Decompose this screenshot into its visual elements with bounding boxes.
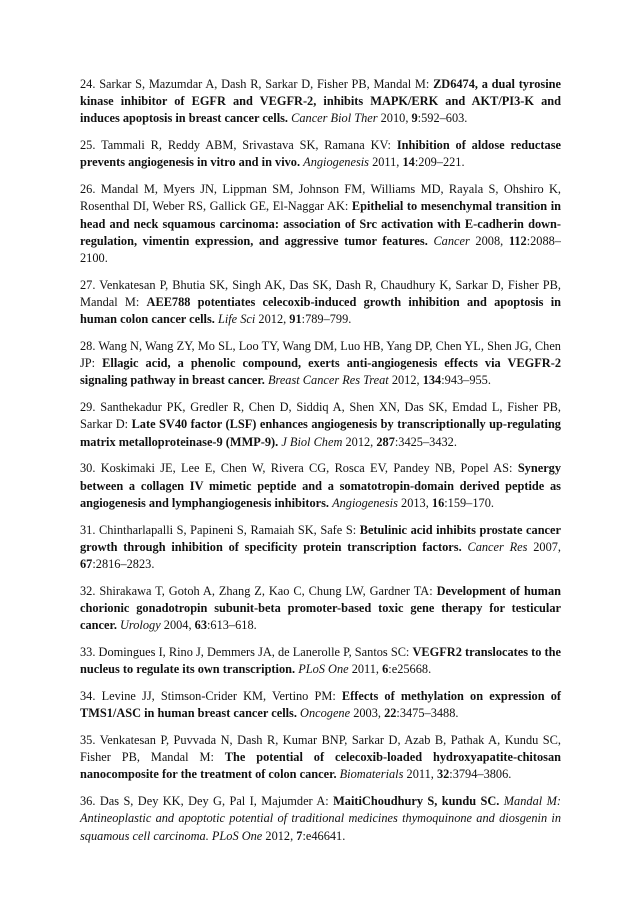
reference-item — [80, 732, 561, 784]
reference-item — [80, 338, 561, 390]
reference-authors: Wang N, Wang ZY, Mo SL, Loo TY, Wang DM, Luo HB, Yang DP, Chen YL, Shen JG, Chen JP: — [80, 339, 561, 371]
reference-pages: :3475–3488. — [396, 706, 459, 721]
reference-title: VEGFR2 translocates to the nucleus to regulate its own transcription. — [80, 645, 561, 677]
reference-pages: :e25668. — [388, 662, 432, 677]
reference-authors: Sarkar S, Mazumdar A, Dash R, Sarkar D, Fisher PB, Mandal M: — [99, 77, 430, 91]
reference-pages: :592–603. — [417, 111, 468, 126]
reference-year: 2011, — [351, 662, 380, 677]
reference-title: Betulinic acid inhibits prostate cancer growth through inhibition of specificity protein transcription factors. — [80, 522, 561, 554]
reference-year: 2012, — [391, 373, 420, 388]
reference-journal: PLoS One — [211, 828, 263, 843]
reference-title: ZD6474, a dual tyrosine kinase inhibitor of EGFR and VEGFR-2, inhibits MAPK/ERK and AKT/PI3-K and induces apoptosis in breast cancer cells. — [80, 77, 561, 126]
reference-number: 32. — [80, 583, 96, 598]
reference-year: 2008, — [475, 233, 504, 248]
reference-list — [80, 76, 561, 854]
reference-year: 2003, — [353, 706, 381, 721]
reference-number: 33. — [80, 645, 96, 660]
reference-journal: Biomaterials — [339, 767, 404, 782]
reference-journal: Angiogenesis — [332, 495, 398, 510]
reference-pages: :159–170. — [444, 495, 494, 510]
reference-journal: Angiogenesis — [303, 155, 369, 170]
reference-title: The potential of celecoxib-loaded hydroxyapatite-chitosan nanocomposite for the treatment of colon cancer. — [80, 750, 561, 782]
reference-number: 29. — [80, 400, 96, 415]
reference-italic-title: Mandal M: Antineoplastic and apoptotic potential of traditional medicines thymoquinone and diosgenin in squamous cell carcinoma. — [80, 794, 561, 843]
reference-journal: Oncogene — [300, 706, 351, 721]
reference-volume: 287 — [376, 434, 395, 449]
reference-number: 34. — [80, 689, 96, 704]
reference-number: 30. — [80, 461, 96, 476]
reference-pages: :943–955. — [441, 373, 491, 388]
reference-journal: J Biol Chem — [281, 434, 343, 449]
reference-volume: 67 — [80, 557, 93, 572]
reference-pages: :2816–2823. — [92, 557, 155, 572]
reference-volume: 7 — [296, 828, 303, 843]
reference-year: 2004, — [163, 618, 192, 633]
reference-year: 2012, — [265, 828, 294, 843]
reference-year: 2011, — [372, 155, 400, 170]
reference-number: 26. — [80, 182, 96, 197]
reference-volume: 32 — [436, 767, 450, 782]
reference-authors: Shirakawa T, Gotoh A, Zhang Z, Kao C, Chung LW, Gardner TA: — [99, 583, 433, 598]
reference-title: Late SV40 factor (LSF) enhances angiogenesis by transcriptionally up-regulating matrix metalloproteinase-9 (MMP-9). — [80, 417, 561, 449]
reference-year: 2011, — [406, 767, 434, 782]
reference-authors: Koskimaki JE, Lee E, Chen W, Rivera CG, Rosca EV, Pandey NB, Popel AS: — [100, 461, 513, 476]
reference-authors: Chintharlapalli S, Papineni S, Ramaiah SK, Safe S: — [99, 522, 357, 537]
reference-authors: Tammali R, Reddy ABM, Srivastava SK, Ramana KV: — [101, 138, 391, 153]
reference-authors: Venkatesan P, Puvvada N, Dash R, Kumar BNP, Sarkar D, Azab B, Pathak A, Kundu SC, Fisher PB, Mandal M: — [80, 733, 561, 765]
reference-journal: Cancer — [433, 233, 470, 248]
reference-title: Inhibition of aldose reductase prevents angiogenesis in vitro and in vivo. — [80, 138, 561, 170]
reference-volume: 16 — [431, 495, 445, 510]
reference-title: Epithelial to mesenchymal transition in head and neck squamous carcinoma: association of Src activation with E-cadherin down-regulation, vimentin expression, and aggressive tumor features. — [80, 199, 561, 248]
reference-authors: Mandal M, Myers JN, Lippman SM, Johnson FM, Williams MD, Rayala S, Ohshiro K, Rosenthal DI, Weber RS, Gallick GE, El-Naggar AK: — [80, 182, 562, 214]
reference-number: 25. — [80, 138, 96, 153]
reference-year: 2013, — [401, 495, 429, 510]
reference-journal: Urology — [120, 618, 161, 633]
reference-year: 2012, — [345, 434, 374, 449]
reference-item — [80, 522, 561, 574]
reference-number: 24. — [80, 77, 96, 91]
reference-year: 2012, — [258, 312, 287, 327]
reference-pages: :3425–3432. — [394, 434, 457, 449]
reference-number: 35. — [80, 733, 96, 748]
reference-volume: 112 — [508, 233, 527, 248]
reference-number: 31. — [80, 522, 96, 537]
reference-authors: Das S, Dey KK, Dey G, Pal I, Majumder A: — [99, 794, 329, 809]
reference-item — [80, 644, 561, 678]
reference-title: Ellagic acid, a phenolic compound, exerts anti-angiogenesis effects via VEGFR-2 signaling pathway in breast cancer. — [80, 356, 561, 388]
reference-pages: :613–618. — [207, 618, 257, 633]
reference-title: Development of human chorionic gonadotropin subunit-beta promoter-based toxic gene therapy for testicular cancer. — [80, 583, 561, 633]
reference-pages: :209–221. — [414, 155, 465, 170]
reference-authors: Domingues I, Rino J, Demmers JA, de Lanerolle P, Santos SC: — [98, 645, 410, 660]
reference-item — [80, 277, 561, 329]
reference-volume: 9 — [411, 111, 418, 126]
reference-authors: Levine JJ, Stimson-Crider KM, Vertino PM: — [101, 689, 336, 704]
reference-item — [80, 583, 561, 635]
reference-item — [80, 181, 561, 267]
reference-journal: Breast Cancer Res Treat — [267, 373, 389, 388]
reference-item — [80, 137, 561, 171]
reference-pages: :789–799. — [301, 312, 352, 327]
reference-pages: :2088–2100. — [80, 233, 561, 266]
reference-item — [80, 793, 561, 845]
reference-authors: Santhekadur PK, Gredler R, Chen D, Siddiq A, Shen XN, Das SK, Emdad L, Fisher PB, Sarkar D: — [80, 400, 562, 432]
reference-volume: 6 — [382, 662, 389, 677]
reference-item — [80, 76, 561, 128]
reference-volume: 63 — [194, 618, 207, 633]
reference-title: Synergy between a collagen IV mimetic peptide and a somatotropin-domain derived peptide as angiogenesis and lymphangiogenesis inhibitors. — [80, 461, 562, 510]
reference-pages: :3794–3806. — [449, 767, 512, 782]
reference-journal: Life Sci — [217, 312, 256, 327]
reference-title: MaitiChoudhury S, kundu SC. — [333, 794, 500, 809]
reference-journal: Cancer Res — [467, 539, 528, 554]
reference-year: 2010, — [380, 111, 409, 126]
reference-title: AEE788 potentiates celecoxib-induced growth inhibition and apoptosis in human colon cancer cells. — [80, 295, 561, 327]
reference-number: 36. — [80, 794, 96, 809]
reference-journal: Cancer Biol Ther — [291, 111, 378, 126]
reference-volume: 134 — [422, 373, 442, 388]
reference-number: 28. — [80, 339, 96, 354]
reference-number: 27. — [80, 277, 96, 292]
reference-journal: PLoS One — [298, 662, 349, 677]
reference-title: Effects of methylation on expression of TMS1/ASC in human breast cancer cells. — [80, 689, 561, 721]
reference-authors: Venkatesan P, Bhutia SK, Singh AK, Das SK, Dash R, Chaudhury K, Sarkar D, Fisher PB, Mandal M: — [80, 277, 561, 310]
reference-item — [80, 460, 561, 512]
reference-pages: :e46641. — [302, 828, 346, 843]
reference-item — [80, 688, 561, 722]
reference-volume: 14 — [402, 155, 415, 170]
reference-volume: 91 — [289, 312, 302, 327]
reference-item — [80, 399, 561, 451]
reference-year: 2007, — [533, 539, 562, 554]
reference-volume: 22 — [384, 706, 397, 721]
